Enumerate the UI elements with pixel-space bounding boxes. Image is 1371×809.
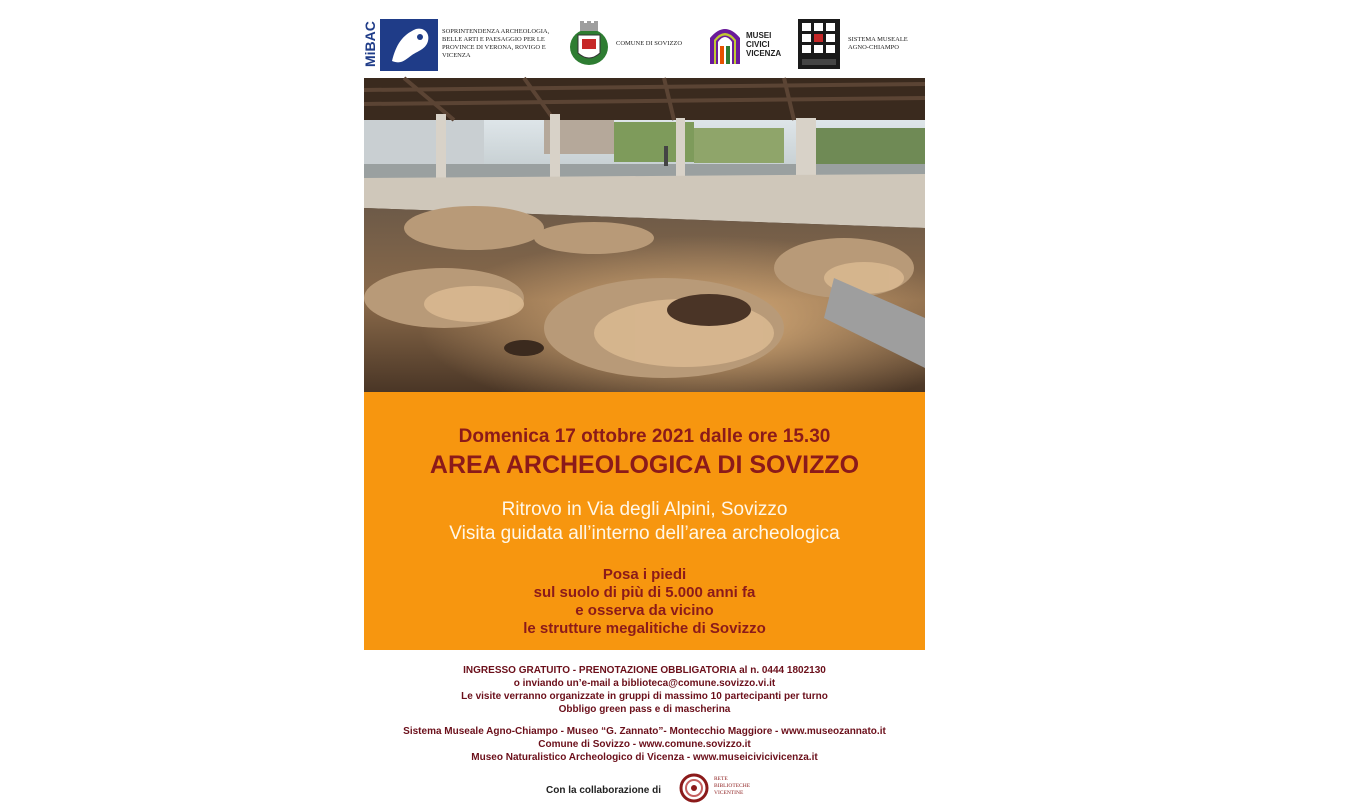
musei-civici-logo: [708, 12, 781, 76]
info-line: o inviando un’e-mail a biblioteca@comune.sovizzo.vi.it: [513, 678, 776, 689]
musei-civici-logo-icon: [708, 24, 742, 64]
contact-line: Museo Naturalistico Archeologico di Vicenza - www.museicivicivicenza.it: [471, 752, 818, 763]
event-poster: [364, 0, 925, 809]
meeting-point: Ritrovo in Via degli Alpini, Sovizzo: [501, 499, 788, 520]
sistema-museale-text: SISTEMA MUSEALE AGNO-CHIAMPO: [848, 36, 908, 51]
sistema-museale-logo-icon: [798, 19, 840, 69]
logos-bar: [364, 12, 925, 76]
info-line: Le visite verranno organizzate in gruppi di massimo 10 partecipanti per turno: [461, 691, 828, 702]
tagline: Posa i piedi sul suolo di più di 5.000 anni fa e osserva da vicino le strutture megalitiche di Sovizzo: [523, 566, 766, 637]
rete-biblioteche-logo-icon: [678, 772, 710, 804]
mibac-mark: MiBAC: [362, 21, 378, 67]
sistema-museale-logo: [798, 12, 908, 76]
event-info-panel: [364, 392, 925, 650]
contact-line: Sistema Museale Agno-Chiampo - Museo “G. Zannato”- Montecchio Maggiore - www.museozannato.it: [403, 726, 886, 737]
comune-label: COMUNE DI SOVIZZO: [616, 40, 683, 47]
event-date: Domenica 17 ottobre 2021 dalle ore 15.30: [458, 426, 831, 447]
mibac-logo: [362, 12, 562, 76]
collaboration: [364, 768, 925, 808]
info-line: Obbligo green pass e di mascherina: [558, 704, 731, 715]
info-line: INGRESSO GRATUITO - PRENOTAZIONE OBBLIGATORIA al n. 0444 1802130: [463, 665, 826, 676]
comune-logo: [568, 12, 682, 76]
booking-info: [364, 664, 925, 716]
collab-label: Con la collaborazione di: [546, 785, 662, 796]
soprintendenza-text: SOPRINTENDENZA ARCHEOLOGIA, BELLE ARTI E PAESAGGIO PER LE PROVINCE DI VERONA, ROVIGO E VICENZA: [442, 28, 550, 59]
contact-line: Comune di Sovizzo - www.comune.sovizzo.it: [538, 739, 751, 750]
rete-biblioteche-text: RETE BIBLIOTECHE VICENTINE: [714, 776, 751, 796]
musei-civici-text: MUSEI CIVICI VICENZA: [746, 30, 782, 58]
mibac-logo-icon: [362, 15, 438, 73]
contacts: [364, 725, 925, 764]
event-title: AREA ARCHEOLOGICA DI SOVIZZO: [429, 451, 860, 479]
comune-crest-icon: [568, 19, 610, 69]
archaeological-site-photo: [364, 78, 925, 392]
visit-description: Visita guidata all’interno dell’area archeologica: [449, 523, 840, 544]
